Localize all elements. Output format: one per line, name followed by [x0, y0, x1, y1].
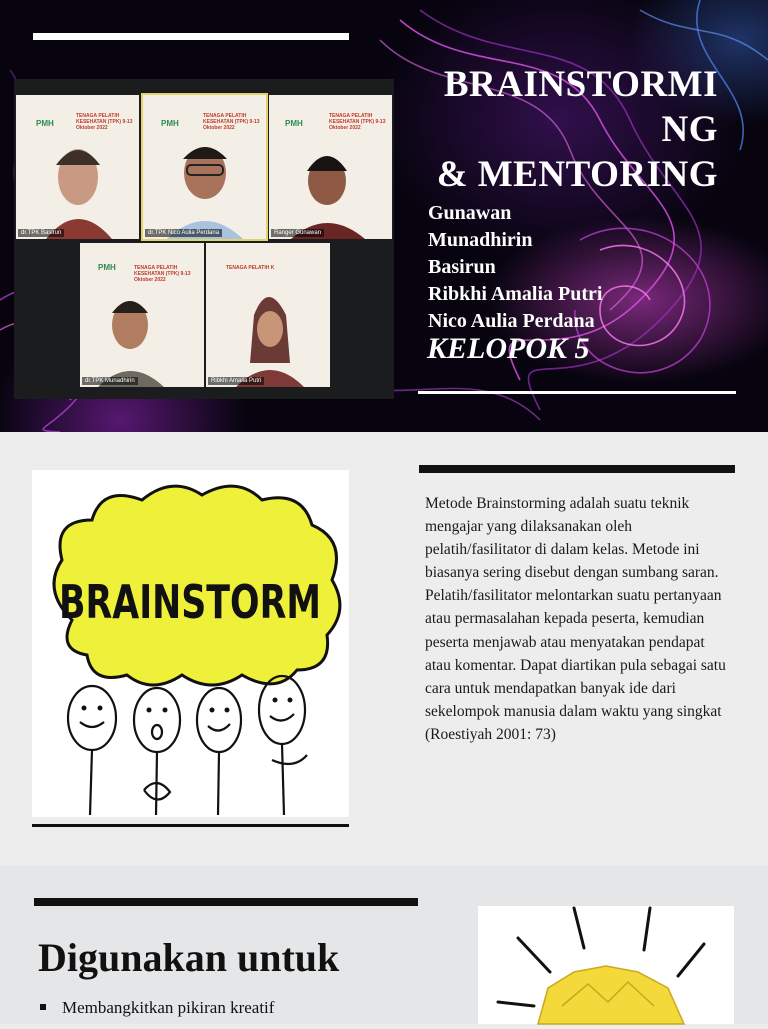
participant-name: Ribkhi Amalia Putri — [208, 377, 264, 385]
member-name: Gunawan — [428, 202, 512, 224]
logo-text: PMH — [161, 119, 179, 128]
banner-text: TENAGA PELATIH KESEHATAN (TPK) 9-13 Oktober 2022 — [203, 113, 260, 131]
square-bullet-icon — [40, 1004, 46, 1010]
slide-title — [420, 62, 718, 197]
text-top-rule — [419, 465, 735, 473]
brainstorm-word: BRAINSTORM — [59, 575, 321, 629]
list-item — [40, 996, 274, 1020]
title-slide — [0, 0, 768, 432]
video-tile — [16, 95, 139, 239]
banner-text: TENAGA PELATIH KESEHATAN (TPK) 9-13 Oktober 2022 — [329, 113, 386, 131]
video-tile — [80, 243, 204, 387]
section-heading: Digunakan untuk — [38, 935, 340, 980]
logo-text: PMH — [98, 263, 116, 272]
logo-text: PMH — [36, 119, 54, 128]
brainstorm-illustration — [32, 470, 349, 817]
image-underline — [32, 824, 349, 827]
participant-name: dr.TPK Basirun — [18, 229, 64, 237]
title-line: NG — [661, 109, 718, 150]
participant-name: dr.TPK Munadhirin — [82, 377, 138, 385]
banner-text: TENAGA PELATIH KESEHATAN (TPK) 9-13 Oktober 2022 — [134, 265, 191, 283]
usage-list — [40, 996, 274, 1020]
member-name: Basirun — [428, 256, 496, 278]
title-line: BRAINSTORMI — [443, 64, 718, 105]
participant-portrait — [143, 95, 266, 239]
participant-name: dr.TPK Nico Aulia Perdana — [145, 229, 222, 237]
member-name: Munadhirin — [428, 229, 533, 251]
participant-portrait — [206, 243, 330, 387]
video-tile — [269, 95, 392, 239]
lightbulb-idea-icon — [478, 906, 734, 1024]
participant-portrait — [16, 95, 139, 239]
heading-top-rule — [34, 898, 418, 906]
logo-text: PMH — [285, 119, 303, 128]
brainstorm-cloud-drawing — [32, 470, 349, 817]
top-rule — [33, 33, 349, 40]
member-name: Ribkhi Amalia Putri — [428, 283, 603, 305]
video-call-screenshot — [14, 79, 394, 399]
participant-portrait — [80, 243, 204, 387]
bottom-rule — [418, 391, 736, 394]
member-name: Nico Aulia Perdana — [428, 310, 595, 332]
brainstorm-definition: Metode Brainstorming adalah suatu teknik mengajar yang dilaksanakan oleh pelatih/fasilitator di dalam kelas. Metode ini biasanya sering disebut dengan sumbang saran. Pelatih/fasilitator melontarkan suatu pertanyaan atau permasalahan kepada peserta, kemudian peserta menjawab atau menyatakan pendapat atau komentar. Dapat diartikan pula sebagai satu cara untuk mendapatkan banyak ide dari sekelompok manusia dalam waktu yang singkat (Roestiyah 2001: 73) — [425, 495, 726, 743]
participant-portrait — [269, 95, 392, 239]
list-item-text: Membangkitkan pikiran kreatif — [62, 998, 275, 1017]
banner-text: TENAGA PELATIH KESEHATAN (TPK) 9-13 Oktober 2022 — [76, 113, 133, 131]
crumpled-paper-illustration — [478, 906, 734, 1024]
participant-name: Ranger Gunawan — [271, 229, 324, 237]
usage-section — [0, 866, 768, 1024]
video-tile — [206, 243, 330, 387]
member-list — [428, 200, 602, 335]
brainstorm-section — [0, 432, 768, 866]
group-label: KELOPOK 5 — [427, 332, 590, 365]
video-tile-active — [143, 95, 266, 239]
title-line: & MENTORING — [436, 154, 718, 195]
banner-text: TENAGA PELATIH K — [226, 265, 275, 271]
